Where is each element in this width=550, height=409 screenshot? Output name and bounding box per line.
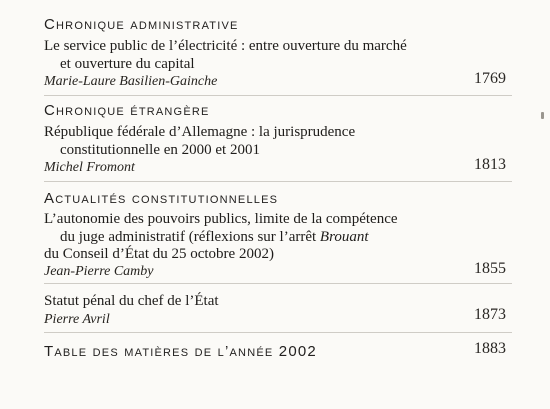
divider (44, 181, 512, 182)
divider (44, 332, 512, 333)
entry-author: Jean-Pierre Camby (44, 264, 154, 279)
entry-title-line: Le service public de l’électricité : entre ouverture du marché (44, 38, 407, 54)
entry-title-line: constitutionnelle en 2000 et 2001 (60, 142, 260, 158)
entry-page-number: 1813 (474, 156, 506, 173)
entry-author: Marie-Laure Basilien-Gainche (44, 74, 218, 89)
entry-page-number: 1873 (474, 306, 506, 323)
entry-page-number: 1855 (474, 260, 506, 277)
entry-title-line: du Conseil d’État du 25 octobre 2002) (44, 246, 274, 262)
entry-title-text: du juge administratif (réflexions sur l’arrêt (60, 229, 320, 245)
entry-title-line: L’autonomie des pouvoirs publics, limite de la compétence (44, 211, 398, 227)
section-heading-chronique-etrangere: Chronique étrangère (44, 102, 210, 119)
section-heading-chronique-administrative: Chronique administrative (44, 16, 239, 33)
margin-mark (541, 112, 544, 119)
entry-title-line: République fédérale d’Allemagne : la jurisprudence (44, 124, 356, 140)
entry-page-number: 1883 (474, 340, 506, 357)
entry-title-italic: Brouant (319, 229, 369, 245)
entry-author: Michel Fromont (44, 160, 135, 175)
entry-page-number: 1769 (474, 70, 506, 87)
entry-title-line (60, 228, 369, 246)
divider (44, 95, 512, 96)
section-heading-actualites-constitutionnelles: Actualités constitutionnelles (44, 190, 279, 207)
entry-title-line: Statut pénal du chef de l’État (44, 293, 219, 309)
entry-title-line: et ouverture du capital (60, 56, 195, 72)
section-heading-table-des-matieres: Table des matières de l’année 2002 (44, 343, 317, 360)
divider (44, 283, 512, 284)
entry-author: Pierre Avril (44, 312, 110, 327)
